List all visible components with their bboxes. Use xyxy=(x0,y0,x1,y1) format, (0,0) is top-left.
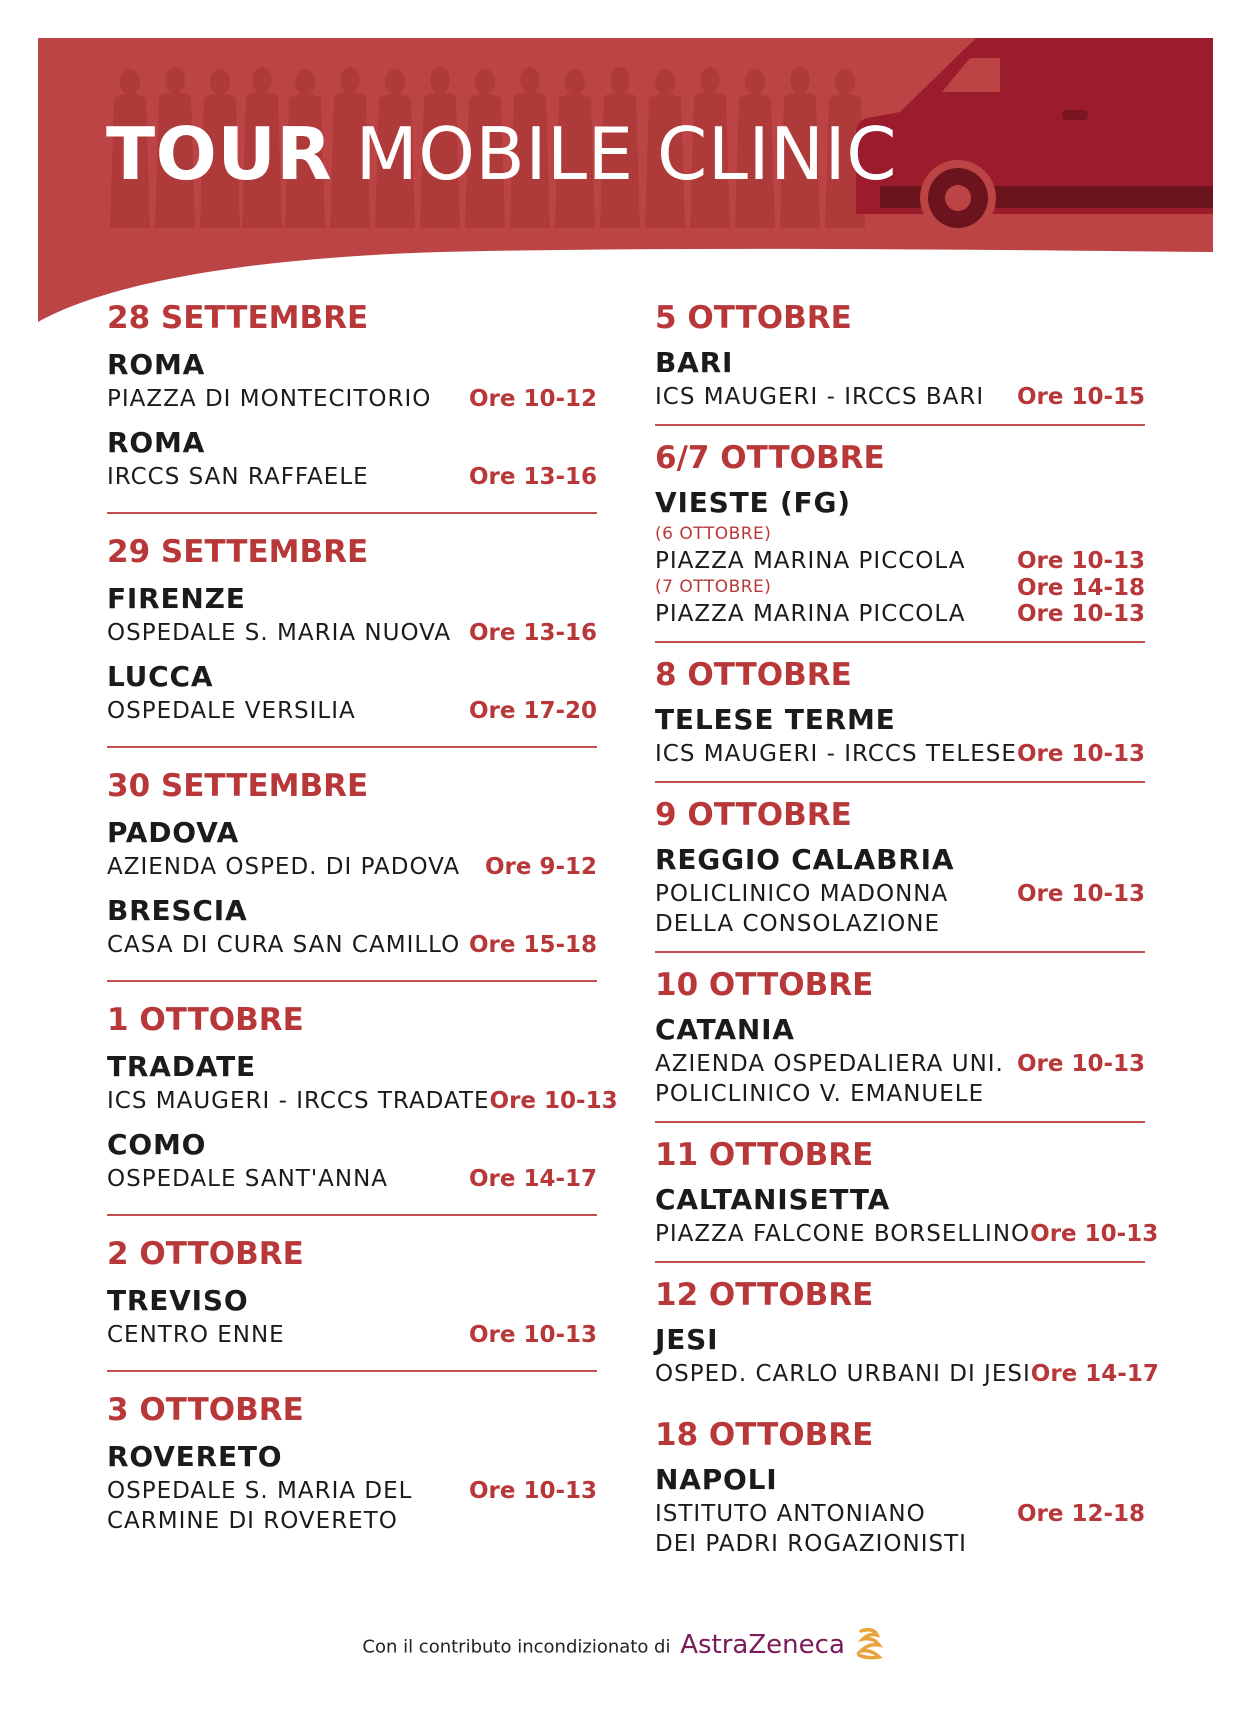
schedule-entry xyxy=(107,814,597,882)
sponsor-brand: AstraZeneca xyxy=(680,1629,845,1660)
opening-hours: Ore 10-13 xyxy=(1016,741,1145,767)
date-heading: 18 OTTOBRE xyxy=(655,1417,874,1453)
city-name: VIESTE (FG) xyxy=(655,486,851,519)
schedule-entry xyxy=(655,344,1145,412)
schedule-right-column xyxy=(655,294,1159,1559)
opening-hours: Ore 10-13 xyxy=(1016,1051,1145,1077)
date-heading: 3 OTTOBRE xyxy=(107,1392,304,1428)
title-rest: MOBILE CLINIC xyxy=(355,112,898,196)
venue-name: OSPEDALE S. MARIA DEL xyxy=(107,1478,413,1504)
venue-name: ICS MAUGERI - IRCCS TRADATE xyxy=(107,1088,490,1114)
opening-hours: Ore 10-13 xyxy=(468,1322,597,1348)
city-name: NAPOLI xyxy=(655,1463,778,1496)
opening-hours: Ore 14-18 xyxy=(1016,575,1145,601)
city-name: PADOVA xyxy=(107,816,240,849)
venue-name: ICS MAUGERI - IRCCS TELESE xyxy=(655,741,1017,767)
city-name: TRADATE xyxy=(107,1050,256,1083)
city-name: REGGIO CALABRIA xyxy=(655,843,955,876)
schedule-entry xyxy=(107,580,597,648)
schedule-entry xyxy=(107,424,597,492)
venue-name: CASA DI CURA SAN CAMILLO xyxy=(107,932,461,958)
venue-name: PIAZZA MARINA PICCOLA xyxy=(655,601,966,627)
divider xyxy=(107,512,597,514)
page-title xyxy=(106,112,897,196)
opening-hours: Ore 10-12 xyxy=(468,386,597,412)
opening-hours: Ore 10-13 xyxy=(468,1478,597,1504)
sponsor-footer xyxy=(0,1625,1249,1670)
city-name: TELESE TERME xyxy=(655,703,896,736)
schedule-entry xyxy=(107,658,597,726)
divider xyxy=(655,1401,1145,1403)
schedule-entry xyxy=(655,841,1145,939)
divider xyxy=(655,641,1145,643)
date-heading: 9 OTTOBRE xyxy=(655,797,852,833)
opening-hours: Ore 10-13 xyxy=(489,1088,618,1114)
schedule-entry xyxy=(655,1011,1145,1109)
venue-name-line2: DEI PADRI ROGAZIONISTI xyxy=(655,1531,967,1557)
venue-name: AZIENDA OSPED. DI PADOVA xyxy=(107,854,461,880)
date-heading: 10 OTTOBRE xyxy=(655,967,874,1003)
city-name: JESI xyxy=(655,1323,719,1356)
city-name: ROVERETO xyxy=(107,1440,283,1473)
divider xyxy=(655,951,1145,953)
divider xyxy=(655,1121,1145,1123)
schedule-entry xyxy=(107,1438,597,1536)
city-name: COMO xyxy=(107,1128,207,1161)
opening-hours: Ore 14-17 xyxy=(468,1166,597,1192)
opening-hours: Ore 13-16 xyxy=(468,464,597,490)
schedule-entry xyxy=(107,1282,597,1350)
schedule-left-column xyxy=(107,294,618,1536)
schedule-entry xyxy=(655,1321,1159,1389)
venue-name-line2: CARMINE DI ROVERETO xyxy=(107,1508,398,1534)
date-heading: 28 SETTEMBRE xyxy=(107,300,369,336)
city-name: FIRENZE xyxy=(107,582,246,615)
date-heading: 1 OTTOBRE xyxy=(107,1002,304,1038)
opening-hours: Ore 13-16 xyxy=(468,620,597,646)
schedule-entry xyxy=(655,1181,1159,1249)
divider xyxy=(655,781,1145,783)
opening-hours: Ore 10-13 xyxy=(1016,601,1145,627)
divider xyxy=(655,1261,1145,1263)
divider xyxy=(655,424,1145,426)
schedule-entry xyxy=(655,701,1145,769)
sponsor-text: Con il contributo incondizionato di xyxy=(362,1636,671,1658)
venue-name: AZIENDA OSPEDALIERA UNI. xyxy=(655,1051,1004,1077)
opening-hours: Ore 17-20 xyxy=(468,698,597,724)
divider xyxy=(107,980,597,982)
divider xyxy=(107,1370,597,1372)
opening-hours: Ore 14-17 xyxy=(1030,1361,1159,1387)
date-heading: 30 SETTEMBRE xyxy=(107,768,369,804)
city-name: TREVISO xyxy=(107,1284,249,1317)
day-note: (7 OTTOBRE) xyxy=(655,577,772,597)
schedule-entry xyxy=(107,892,597,960)
city-name: CATANIA xyxy=(655,1013,795,1046)
schedule-entry xyxy=(107,1126,597,1194)
venue-name: OSPEDALE VERSILIA xyxy=(107,698,356,724)
city-name: BRESCIA xyxy=(107,894,248,927)
venue-name-line2: POLICLINICO V. EMANUELE xyxy=(655,1081,985,1107)
venue-name: PIAZZA FALCONE BORSELLINO xyxy=(655,1221,1031,1247)
date-heading: 2 OTTOBRE xyxy=(107,1236,304,1272)
venue-name: OSPED. CARLO URBANI DI JESI xyxy=(655,1361,1031,1387)
city-name: LUCCA xyxy=(107,660,214,693)
opening-hours: Ore 12-18 xyxy=(1016,1501,1145,1527)
venue-name: OSPEDALE S. MARIA NUOVA xyxy=(107,620,452,646)
opening-hours: Ore 10-13 xyxy=(1016,548,1145,574)
date-heading: 8 OTTOBRE xyxy=(655,657,852,693)
venue-name: IRCCS SAN RAFFAELE xyxy=(107,464,369,490)
opening-hours: Ore 10-15 xyxy=(1016,384,1145,410)
divider xyxy=(107,746,597,748)
city-name: BARI xyxy=(655,346,734,379)
venue-name-line2: DELLA CONSOLAZIONE xyxy=(655,911,940,937)
date-heading: 6/7 OTTOBRE xyxy=(655,440,885,476)
city-name: ROMA xyxy=(107,348,206,381)
venue-name: OSPEDALE SANT'ANNA xyxy=(107,1166,389,1192)
schedule-entry xyxy=(107,1048,618,1116)
city-name: CALTANISETTA xyxy=(655,1183,891,1216)
schedule-entry xyxy=(655,1461,1145,1559)
date-heading: 12 OTTOBRE xyxy=(655,1277,874,1313)
astrazeneca-logo-icon xyxy=(853,1625,887,1670)
opening-hours: Ore 9-12 xyxy=(484,854,597,880)
schedule-entry xyxy=(655,484,1145,629)
day-note: (6 OTTOBRE) xyxy=(655,524,772,544)
venue-name: ISTITUTO ANTONIANO xyxy=(655,1501,926,1527)
city-name: ROMA xyxy=(107,426,206,459)
date-heading: 11 OTTOBRE xyxy=(655,1137,874,1173)
date-heading: 29 SETTEMBRE xyxy=(107,534,369,570)
opening-hours: Ore 15-18 xyxy=(468,932,597,958)
schedule-entry xyxy=(107,346,597,414)
venue-name: PIAZZA MARINA PICCOLA xyxy=(655,548,966,574)
title-bold: TOUR xyxy=(106,112,333,196)
opening-hours: Ore 10-13 xyxy=(1016,881,1145,907)
venue-name: POLICLINICO MADONNA xyxy=(655,881,949,907)
divider xyxy=(107,1214,597,1216)
opening-hours: Ore 10-13 xyxy=(1030,1221,1159,1247)
venue-name: ICS MAUGERI - IRCCS BARI xyxy=(655,384,985,410)
date-heading: 5 OTTOBRE xyxy=(655,300,852,336)
venue-name: PIAZZA DI MONTECITORIO xyxy=(107,386,432,412)
venue-name: CENTRO ENNE xyxy=(107,1322,285,1348)
